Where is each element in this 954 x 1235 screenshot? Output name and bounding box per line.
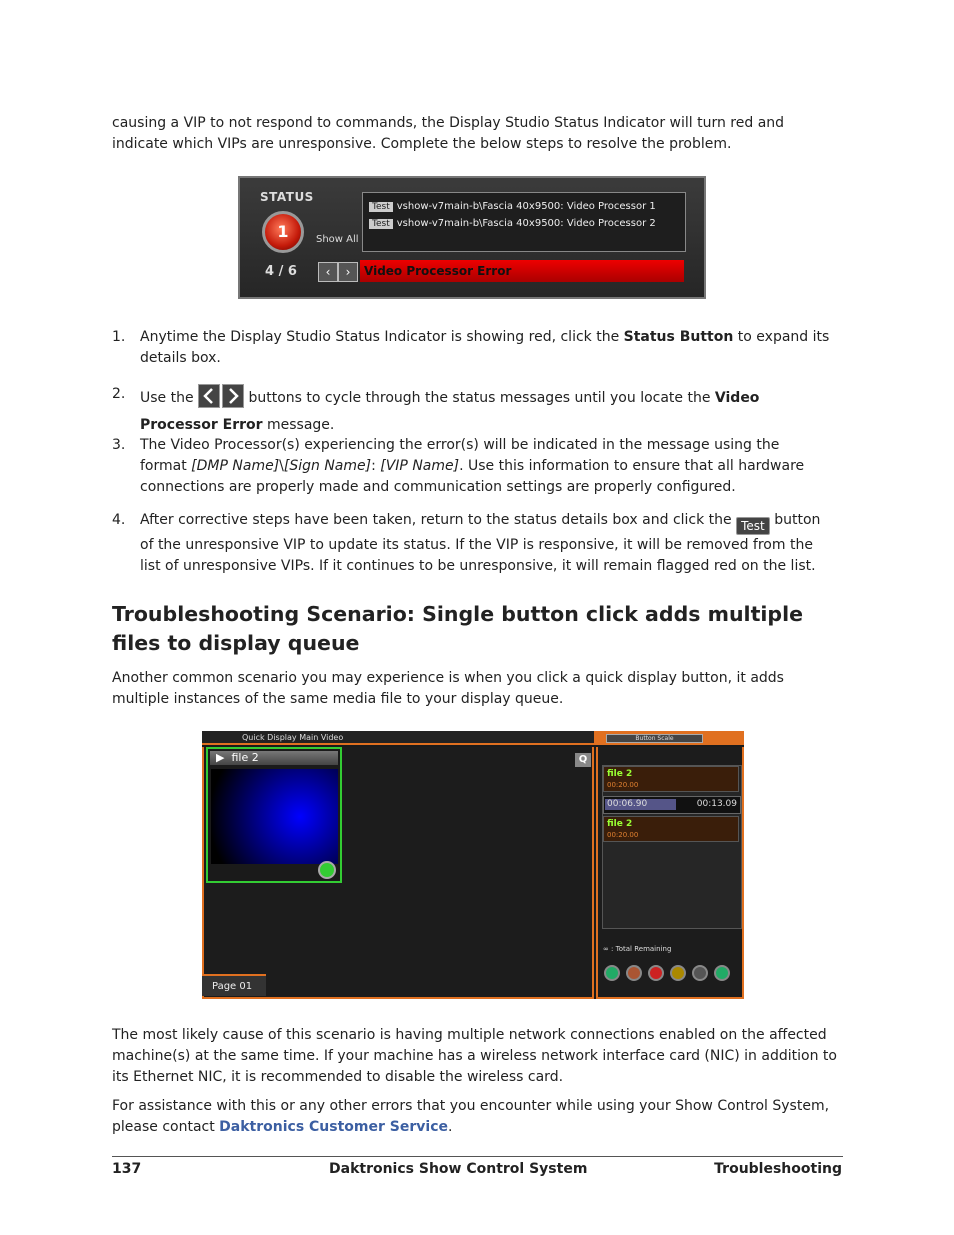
vip-name: vshow-v7main-b\Fascia 40x9500: Video Processor 1 [396,201,656,212]
stop-icon[interactable] [648,965,664,981]
step-text: . Use this information to ensure that all hardware connections are properly made and communication settings are properly configured. [140,458,805,495]
status-button[interactable] [262,211,304,253]
list-item [112,435,837,499]
window-title: Quick Display Main Video [202,731,594,745]
step-bold: Video Processor Error [140,390,760,433]
step-text: The Video Processor(s) experiencing the error(s) will be indicated in the message using the format [140,437,780,474]
customer-service-link[interactable]: Daktronics Customer Service [219,1119,448,1135]
page-tab[interactable]: Page 01 [202,974,266,996]
status-light-icon [318,861,336,879]
step-text: Anytime the Display Studio Status Indicator is showing red, click the [140,329,624,345]
media-thumbnail [211,769,338,864]
queue-item[interactable] [603,766,739,792]
pause-icon[interactable] [626,965,642,981]
queue-item-name: file 2 [607,769,633,779]
status-indicator-panel [238,176,706,299]
status-count-badge: 1 [277,222,289,241]
step-text: After corrective steps have been taken, return to the status details box and click the [140,512,737,528]
show-all-link[interactable]: Show All [316,234,359,245]
quick-display-window [202,731,744,999]
quick-display-button[interactable] [206,747,342,883]
cause-paragraph: The most likely cause of this scenario is having multiple network connections enabled on the affected machine(s) at the same time. If your machine has a wireless network interface card (NIC) in addition to its Ethernet NIC, it is recommended to disable the wireless card. [112,1027,837,1085]
queue-item-duration: 00:20.00 [607,781,639,789]
nav-arrow-buttons [198,384,244,415]
step-text: Use the [140,390,199,406]
step-text: to expand its details box. [140,329,830,366]
error-message-bar: Video Processor Error [360,260,684,282]
test-button-icon: Test [736,517,770,535]
chevron-left-icon[interactable]: ‹ [318,262,338,282]
queue-list [602,765,742,929]
step-text: button of the unresponsive VIP to update its status. If the VIP is responsive, it will be removed from the list of unresponsive VIPs. If it continues to be unresponsive, it will remain flagged red on the list. [140,512,821,574]
chevron-right-icon[interactable]: › [338,262,358,282]
page-number: 137 [112,1161,142,1177]
step-italic: [DMP Name] [191,458,280,474]
vip-name: vshow-v7main-b\Fascia 40x9500: Video Processor 2 [396,218,656,229]
queue-item-duration: 00:20.00 [607,831,639,839]
playback-progress [603,796,741,814]
queue-header [594,731,744,745]
footer-section: Troubleshooting [714,1161,842,1177]
status-row-vip-2 [369,218,656,229]
test-button[interactable]: Test [369,219,393,229]
step-number: 2. [112,386,126,402]
step-text: buttons to cycle through the status messages until you locate the [244,390,715,406]
step-number: 1. [112,329,126,345]
intro-paragraph: causing a VIP to not respond to commands, the Display Studio Status Indicator will turn red and indicate which VIPs are unresponsive. Complete the below steps to resolve the problem. [112,115,785,152]
status-label: STATUS [260,190,314,204]
loop-icon[interactable] [692,965,708,981]
footer-title: Daktronics Show Control System [329,1161,588,1177]
clear-icon[interactable] [670,965,686,981]
status-row-vip-1 [369,201,656,212]
contact-text: For assistance with this or any other errors that you encounter while using your Show Control System, please contact [112,1098,830,1135]
step-number: 3. [112,437,126,453]
scenario-paragraph: Another common scenario you may experience is when you click a quick display button, it adds multiple instances of the same media file to your display queue. [112,670,784,707]
step-italic: [VIP Name] [380,458,460,474]
list-item [112,376,837,433]
search-icon[interactable]: Q [575,753,591,767]
remaining-time: 00:13.09 [696,799,737,809]
list-item [112,327,837,369]
step-text: : [371,458,381,474]
display-queue [596,747,744,999]
queue-item-name: file 2 [607,819,633,829]
status-details-list [362,192,686,252]
play-icon[interactable] [604,965,620,981]
contact-text: . [447,1119,453,1135]
contact-paragraph [112,1096,837,1138]
next-icon[interactable] [714,965,730,981]
total-remaining: ∞ : Total Remaining [603,945,672,953]
list-item [112,508,837,572]
section-heading: Troubleshooting Scenario: Single button click adds multiple files to display queue [112,602,803,655]
tile-name: ▶ file 2 [210,751,338,765]
step-italic: [Sign Name] [283,458,372,474]
queue-item[interactable] [603,816,739,842]
step-text: message. [262,417,335,433]
test-button[interactable]: Test [369,202,393,212]
footer-divider [112,1156,843,1157]
elapsed-time: 00:06.90 [607,799,648,809]
step-bold: Status Button [623,329,734,345]
step-number: 4. [112,512,126,528]
button-scale-slider[interactable]: Button Scale [606,734,703,743]
message-counter: 4 / 6 [265,264,297,279]
step-text: \ [279,458,284,474]
